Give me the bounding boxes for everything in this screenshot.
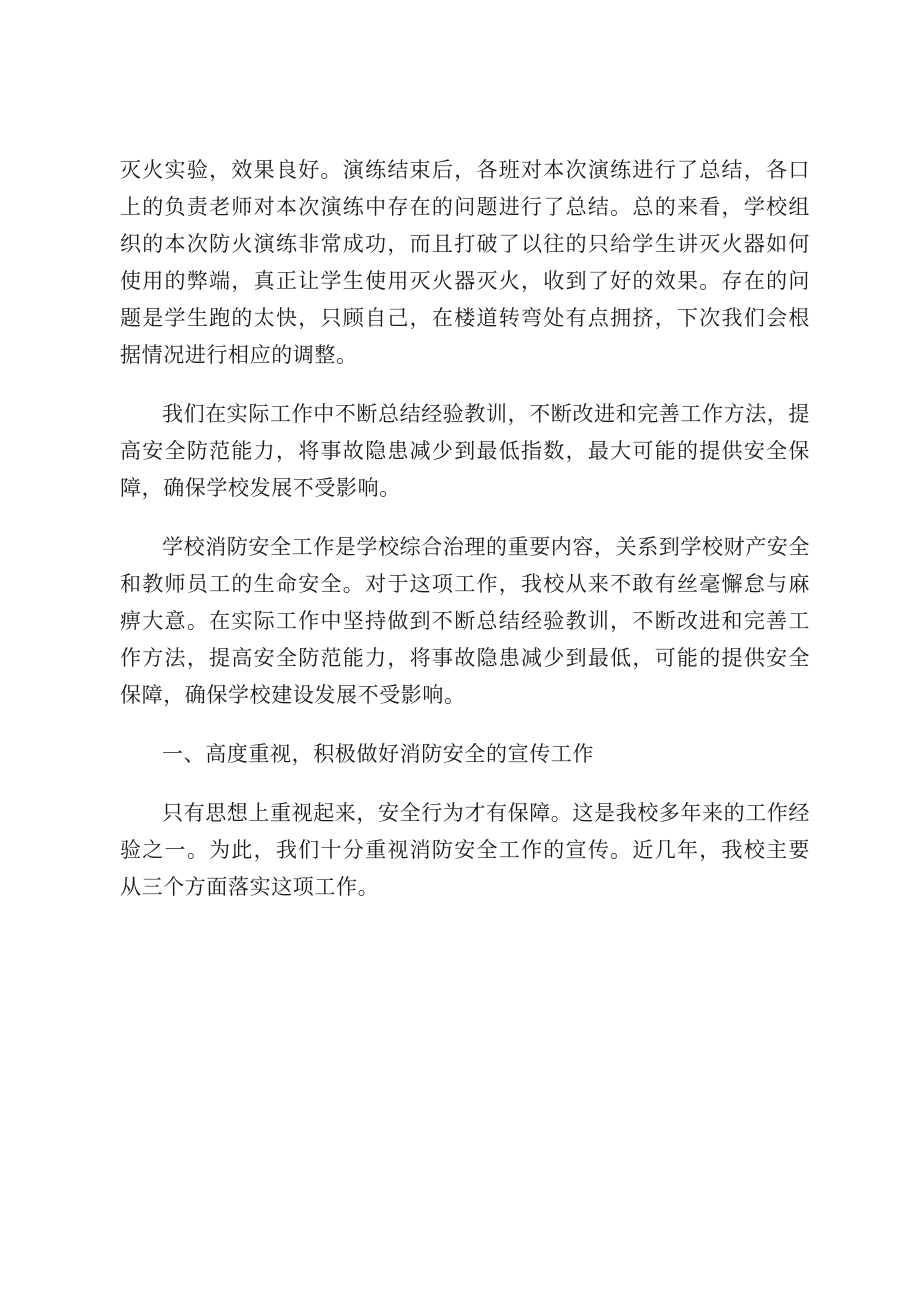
paragraph-1: 灭火实验，效果良好。演练结束后，各班对本次演练进行了总结，各口上的负责老师对本次演练中存在的问题进行了总结。总的来看，学校组织的本次防火演练非常成功，而且打破了以往的只给学生讲灭火器如何使用的弊端，真正让学生使用灭火器灭火，收到了好的效果。存在的问题是学生跑的太快，只顾自己，在楼道转弯处有点拥挤，下次我们会根据情况进行相应的调整。 — [120, 158, 810, 367]
document-body — [120, 152, 810, 928]
paragraph-3: 学校消防安全工作是学校综合治理的重要内容，关系到学校财产安全和教师员工的生命安全。对于这项工作，我校从来不敢有丝毫懈怠与麻痹大意。在实际工作中坚持做到不断总结经验教训，不断改进和完善工作方法，提高安全防范能力，将事故隐患减少到最低，可能的提供安全保障，确保学校建设发展不受影响。 — [120, 535, 810, 707]
paragraph-4: 只有思想上重视起来，安全行为才有保障。这是我校多年来的工作经验之一。为此，我们十分重视消防安全工作的宣传。近几年，我校主要从三个方面落实这项工作。 — [120, 801, 810, 899]
paragraph-2: 我们在实际工作中不断总结经验教训，不断改进和完善工作方法，提高安全防范能力，将事故隐患减少到最低指数，最大可能的提供安全保障，确保学校发展不受影响。 — [120, 402, 810, 500]
section-heading: 一、高度重视，积极做好消防安全的宣传工作 — [162, 742, 594, 766]
